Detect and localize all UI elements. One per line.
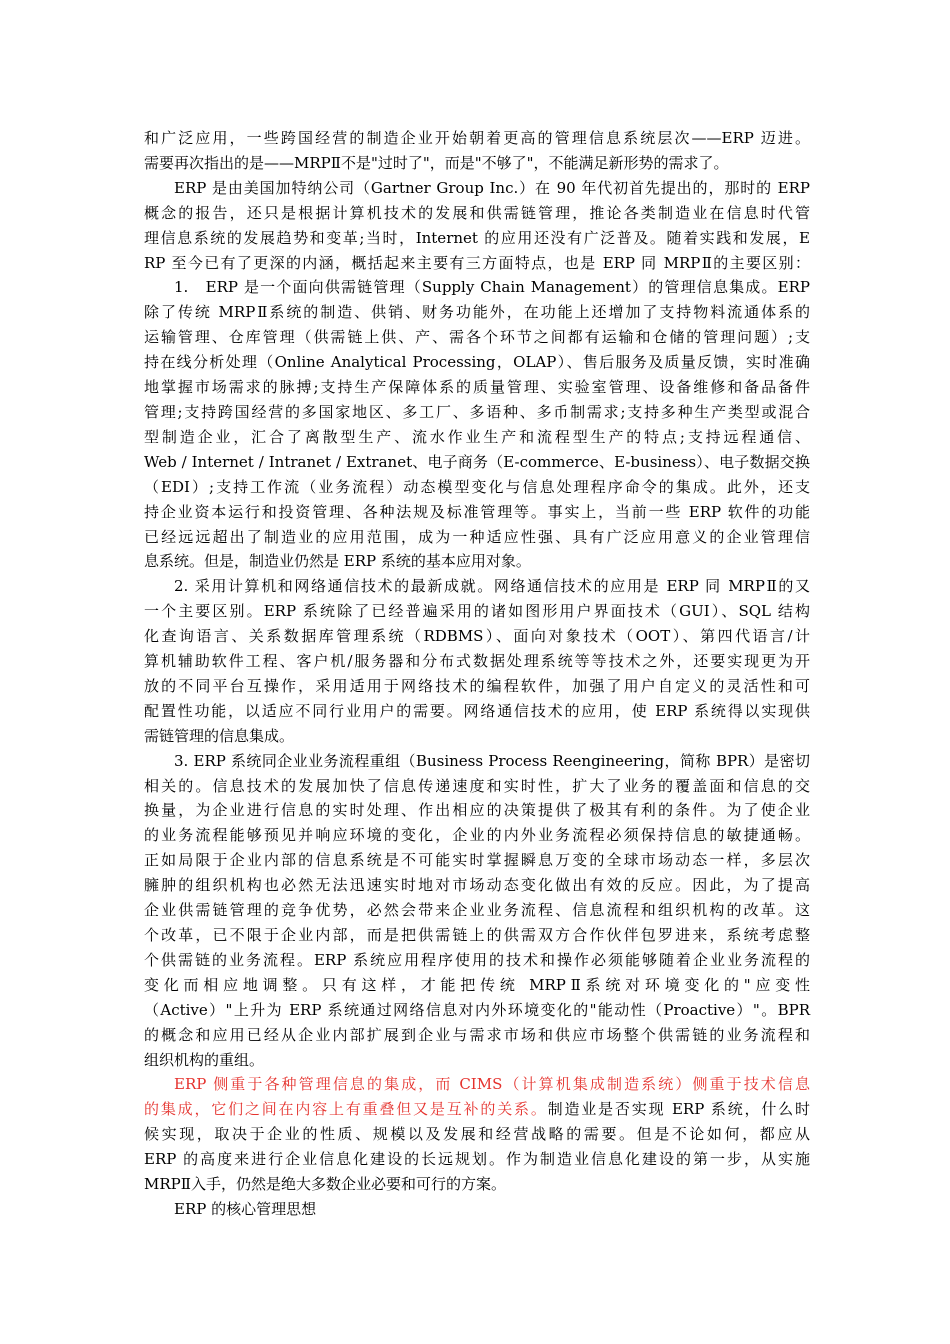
text-line: 个改革，已不限于企业内部，而是把供需链上的供需双方合作伙伴包罗进来，系统考虑整 bbox=[144, 926, 810, 944]
text-line: 已经远远超出了制造业的应用范围，成为一种适应性强、具有广泛应用意义的企业管理信 bbox=[144, 527, 810, 546]
text-line: 放的不同平台互操作，采用适用于网络技术的编程软件，加强了用户自定义的灵活性和可 bbox=[144, 676, 810, 695]
text-line: 的概念和应用已经从企业内部扩展到企业与需求市场和供应市场整个供需链的业务流程和 bbox=[144, 1025, 810, 1044]
text-line: Web / Internet / Intranet / Extranet、电子商务（E-commerce、E-business）、电子数据交换 bbox=[144, 452, 810, 471]
highlighted-text-line: ERP 侧重于各种管理信息的集成，而 CIMS（计算机集成制造系统）侧重于技术信息 bbox=[174, 1075, 810, 1094]
text-line: 换量，为企业进行信息的实时处理、作出相应的决策提供了极其有利的条件。为了使企业 bbox=[144, 801, 810, 820]
text-line: 企业供需链管理的竞争优势，必然会带来企业业务流程、信息流程和组织机构的改革。这 bbox=[144, 901, 810, 920]
text-line: 持企业资本运行和投资管理、各种法规及标准管理等。事实上，当前一些 ERP 软件的功能 bbox=[144, 502, 810, 521]
paragraph-point-1 bbox=[144, 275, 810, 574]
paragraph-intro-continuation bbox=[144, 126, 810, 176]
text-line: 运输管理、仓库管理（供需链上供、产、需各个环节之间都有运输和仓储的管理问题）;支 bbox=[144, 328, 810, 347]
text-line: 化查询语言、关系数据库管理系统（RDBMS）、面向对象技术（OOT）、第四代语言/计 bbox=[144, 627, 810, 646]
section-heading: ERP 的核心管理思想 bbox=[174, 1199, 317, 1218]
text-line: 需要再次指出的是——MRPⅡ不是"过时了"，而是"不够了"，不能满足新形势的需求了。 bbox=[144, 153, 729, 172]
text-line bbox=[144, 1097, 810, 1122]
document-page bbox=[144, 126, 810, 1222]
text-line: 一个主要区别。ERP 系统除了已经普遍采用的诸如图形用户界面技术（GUI）、SQL 结构 bbox=[144, 602, 810, 621]
text-line: （Active）"上升为 ERP 系统通过网络信息对内外环境变化的"能动性（Proactive）"。BPR bbox=[144, 1000, 810, 1019]
text-line: 和广泛应用，一些跨国经营的制造企业开始朝着更高的管理信息系统层次——ERP 迈进。 bbox=[144, 129, 810, 147]
text-line: 理信息系统的发展趋势和变革;当时，Internet 的应用还没有广泛普及。随着实践和发展，E bbox=[144, 228, 810, 247]
text-line: 相关的。信息技术的发展加快了信息传递速度和实时性，扩大了业务的覆盖面和信息的交 bbox=[144, 776, 810, 795]
text-line: （EDI）;支持工作流（业务流程）动态模型变化与信息处理程序命令的集成。此外，还支 bbox=[144, 477, 810, 496]
text-line: 管理;支持跨国经营的多国家地区、多工厂、多语种、多币制需求;支持多种生产类型或混合 bbox=[144, 402, 810, 421]
text-line: MRPⅡ入手，仍然是绝大多数企业必要和可行的方案。 bbox=[144, 1175, 506, 1194]
text-line: RP 至今已有了更深的内涵，概括起来主要有三方面特点，也是 ERP 同 MRPⅡ的主要区别： bbox=[144, 253, 810, 272]
text-line: 算机辅助软件工程、客户机/服务器和分布式数据处理系统等等技术之外，还要实现更为开 bbox=[144, 652, 810, 671]
text-line: 概念的报告，还只是根据计算机技术的发展和供需链管理，推论各类制造业在信息时代管 bbox=[144, 203, 810, 222]
text-line: 需链管理的信息集成。 bbox=[144, 726, 295, 745]
text-line: 组织机构的重组。 bbox=[144, 1050, 265, 1069]
text-line: 地掌握市场需求的脉搏;支持生产保障体系的质量管理、实验室管理、设备维修和备品备件 bbox=[144, 378, 810, 397]
text-line: ERP 的高度来进行企业信息化建设的长远规划。作为制造业信息化建设的第一步，从实施 bbox=[144, 1150, 810, 1169]
paragraph-point-3 bbox=[144, 749, 810, 1073]
text-line: 1. ERP 是一个面向供需链管理（Supply Chain Management）的管理信息集成。ERP bbox=[174, 278, 810, 297]
text-line: 个供需链的业务流程。ERP 系统应用程序使用的技术和操作必须能够随着企业业务流程的 bbox=[144, 950, 810, 969]
text-line: 正如局限于企业内部的信息系统是不可能实时掌握瞬息万变的全球市场动态一样，多层次 bbox=[144, 851, 810, 870]
highlighted-text: 的集成，它们之间在内容上有重叠但又是互补的关系。 bbox=[144, 1100, 548, 1119]
text-line: 配置性功能，以适应不同行业用户的需要。网络通信技术的应用，使 ERP 系统得以实现供 bbox=[144, 701, 810, 720]
text-line: 的业务流程能够预见并响应环境的变化，企业的内外业务流程必须保持信息的敏捷通畅。 bbox=[144, 826, 810, 845]
text-line: 3. ERP 系统同企业业务流程重组（Business Process Reengineering，简称 BPR）是密切 bbox=[174, 751, 810, 770]
text-line: ERP 是由美国加特纳公司（Gartner Group Inc.）在 90 年代初首先提出的，那时的 ERP bbox=[174, 178, 810, 197]
text-line: 臃肿的组织机构也必然无法迅速实时地对市场动态变化做出有效的反应。因此，为了提高 bbox=[144, 876, 810, 895]
paragraph-core-idea bbox=[144, 1197, 810, 1222]
paragraph-erp-origin bbox=[144, 176, 810, 276]
text-line: 2. 采用计算机和网络通信技术的最新成就。网络通信技术的应用是 ERP 同 MRPⅡ的又 bbox=[174, 577, 810, 596]
text-span: 制造业是否实现 ERP 系统，什么时 bbox=[547, 1100, 810, 1119]
paragraph-point-2 bbox=[144, 574, 810, 748]
text-line: 变化而相应地调整。只有这样，才能把传统 MRPⅡ系统对环境变化的"应变性 bbox=[144, 975, 810, 994]
text-line: 息系统。但是，制造业仍然是 ERP 系统的基本应用对象。 bbox=[144, 552, 531, 571]
text-line: 型制造企业，汇合了离散型生产、流水作业生产和流程型生产的特点;支持远程通信、 bbox=[144, 427, 810, 446]
text-line: 持在线分析处理（Online Analytical Processing，OLAP）、售后服务及质量反馈，实时准确 bbox=[144, 353, 810, 372]
text-line: 除了传统 MRPⅡ系统的制造、供销、财务功能外，在功能上还增加了支持物料流通体系的 bbox=[144, 303, 810, 322]
paragraph-erp-vs-cims bbox=[144, 1072, 810, 1197]
text-line: 候实现，取决于企业的性质、规模以及发展和经营战略的需要。但是不论如何，都应从 bbox=[144, 1125, 810, 1144]
